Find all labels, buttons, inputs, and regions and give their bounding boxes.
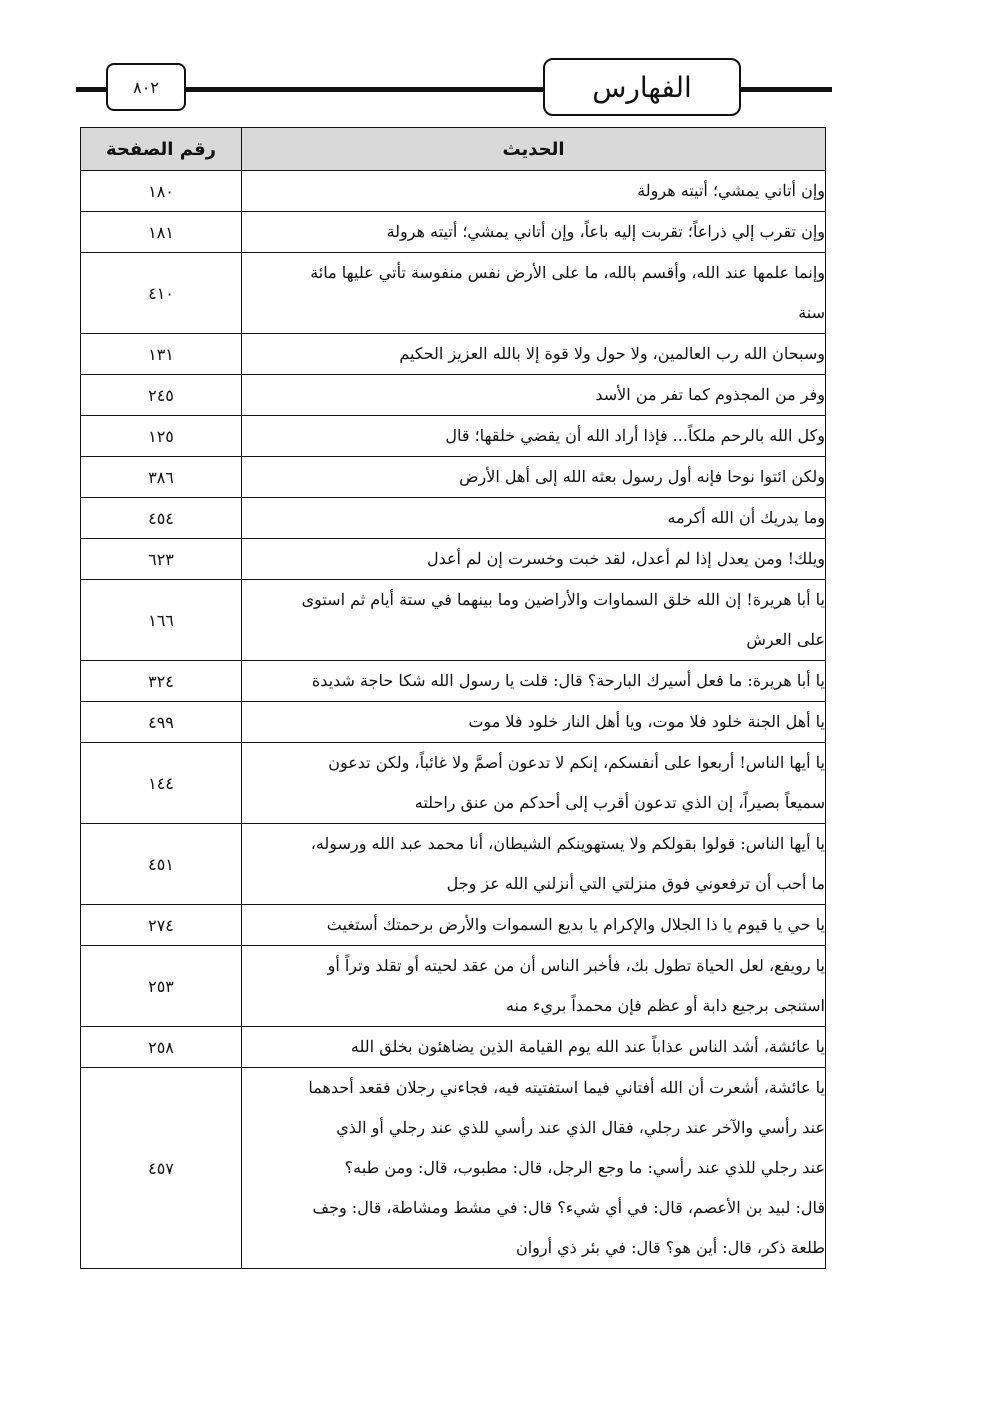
- hadith-text: يا حي يا قيوم يا ذا الجلال والإكرام يا بديع السموات والأرض برحمتك أستغيث: [242, 905, 826, 946]
- page-ref: ٢٥٣: [81, 946, 242, 1027]
- page-title: الفهارس: [543, 58, 741, 116]
- hadith-text: وإنما علمها عند الله، وأقسم بالله، ما على الأرض نفس منفوسة تأتي عليها مائة سنة: [242, 253, 826, 334]
- page-ref: ٤٥١: [81, 824, 242, 905]
- hadith-text: يا عائشة، أشد الناس عذاباً عند الله يوم القيامة الذين يضاهئون بخلق الله: [242, 1027, 826, 1068]
- page-ref: ٤٩٩: [81, 702, 242, 743]
- page-number: ٨٠٢: [106, 63, 186, 111]
- hadith-text: ولكن ائتوا نوحا فإنه أول رسول بعثه الله إلى أهل الأرض: [242, 457, 826, 498]
- table-row: [81, 212, 826, 253]
- table-row: [81, 580, 826, 661]
- page-ref: ١٣١: [81, 334, 242, 375]
- hadith-text: وفر من المجذوم كما تفر من الأسد: [242, 375, 826, 416]
- hadith-text: يا رويفع، لعل الحياة تطول بك، فأخبر الناس أن من عقد لحيته أو تقلد وتراً أو استنجى برجيع دابة أو عظم فإن محمداً بريء منه: [242, 946, 826, 1027]
- hadith-text: يا أبا هريرة! إن الله خلق السماوات والأراضين وما بينهما في ستة أيام ثم استوى على العرش: [242, 580, 826, 661]
- table-row: [81, 946, 826, 1027]
- page-ref: ١٢٥: [81, 416, 242, 457]
- table-row: [81, 416, 826, 457]
- hadith-text: يا أهل الجنة خلود فلا موت، ويا أهل النار خلود فلا موت: [242, 702, 826, 743]
- page-ref: ١٨١: [81, 212, 242, 253]
- table-row: [81, 1068, 826, 1269]
- hadith-text: ويلك! ومن يعدل إذا لم أعدل، لقد خبت وخسرت إن لم أعدل: [242, 539, 826, 580]
- page-ref: ٢٥٨: [81, 1027, 242, 1068]
- hadith-text: وسبحان الله رب العالمين، ولا حول ولا قوة إلا بالله العزيز الحكيم: [242, 334, 826, 375]
- hadith-index-table: [80, 127, 826, 1269]
- page-ref: ٤٥٤: [81, 498, 242, 539]
- hadith-text: يا أبا هريرة: ما فعل أسيرك البارحة؟ قال: قلت يا رسول الله شكا حاجة شديدة: [242, 661, 826, 702]
- table-row: [81, 824, 826, 905]
- hadith-text: يا أيها الناس! أربعوا على أنفسكم، إنكم لا تدعون أصمَّ ولا غائباً، ولكن تدعون سميعاً بصيراً، إن الذي تدعون أقرب إلى أحدكم من عنق راحلته: [242, 743, 826, 824]
- page-ref: ٢٤٥: [81, 375, 242, 416]
- table-row: [81, 539, 826, 580]
- page-ref: ١٤٤: [81, 743, 242, 824]
- hadith-text: يا عائشة، أشعرت أن الله أفتاني فيما استفتيته فيه، فجاءني رجلان فقعد أحدهما عند رأسي والآخر عند رجلي، فقال الذي عند رأسي للذي عند رجلي أو الذي عند رجلي للذي عند رأسي: ما وجع الرجل، قال: مطبوب، قال: ومن طبه؟ قال: لبيد بن الأعصم، قال: في أي شيء؟ قال: في مشط ومشاطة، قال: وجف طلعة ذكر، قال: أين هو؟ قال: في بئر ذي أروان: [242, 1068, 826, 1269]
- table-row: [81, 1027, 826, 1068]
- column-header-page: رقم الصفحة: [81, 128, 242, 171]
- table-row: [81, 743, 826, 824]
- page-ref: ٣٨٦: [81, 457, 242, 498]
- table-row: [81, 171, 826, 212]
- page-ref: ٤١٠: [81, 253, 242, 334]
- page-ref: ٦٢٣: [81, 539, 242, 580]
- page-ref: ١٨٠: [81, 171, 242, 212]
- table-row: [81, 457, 826, 498]
- page-ref: ٢٧٤: [81, 905, 242, 946]
- hadith-text: وكل الله بالرحم ملكاً... فإذا أراد الله أن يقضي خلقها؛ قال: [242, 416, 826, 457]
- hadith-text: وما يدريك أن الله أكرمه: [242, 498, 826, 539]
- table-row: [81, 334, 826, 375]
- table-row: [81, 498, 826, 539]
- table-row: [81, 661, 826, 702]
- table-row: [81, 702, 826, 743]
- hadith-text: وإن أتاني يمشي؛ أتيته هرولة: [242, 171, 826, 212]
- hadith-text: يا أيها الناس: قولوا بقولكم ولا يستهوينكم الشيطان، أنا محمد عبد الله ورسوله، ما أحب أن ترفعوني فوق منزلتي التي أنزلني الله عز وجل: [242, 824, 826, 905]
- page-ref: ٣٢٤: [81, 661, 242, 702]
- table-row: [81, 375, 826, 416]
- hadith-text: وإن تقرب إلي ذراعاً؛ تقربت إليه باعاً، وإن أتاني يمشي؛ أتيته هرولة: [242, 212, 826, 253]
- page-ref: ٤٥٧: [81, 1068, 242, 1269]
- table-row: [81, 905, 826, 946]
- column-header-hadith: الحديث: [242, 128, 826, 171]
- page-ref: ١٦٦: [81, 580, 242, 661]
- table-row: [81, 253, 826, 334]
- table-header-row: [81, 128, 826, 171]
